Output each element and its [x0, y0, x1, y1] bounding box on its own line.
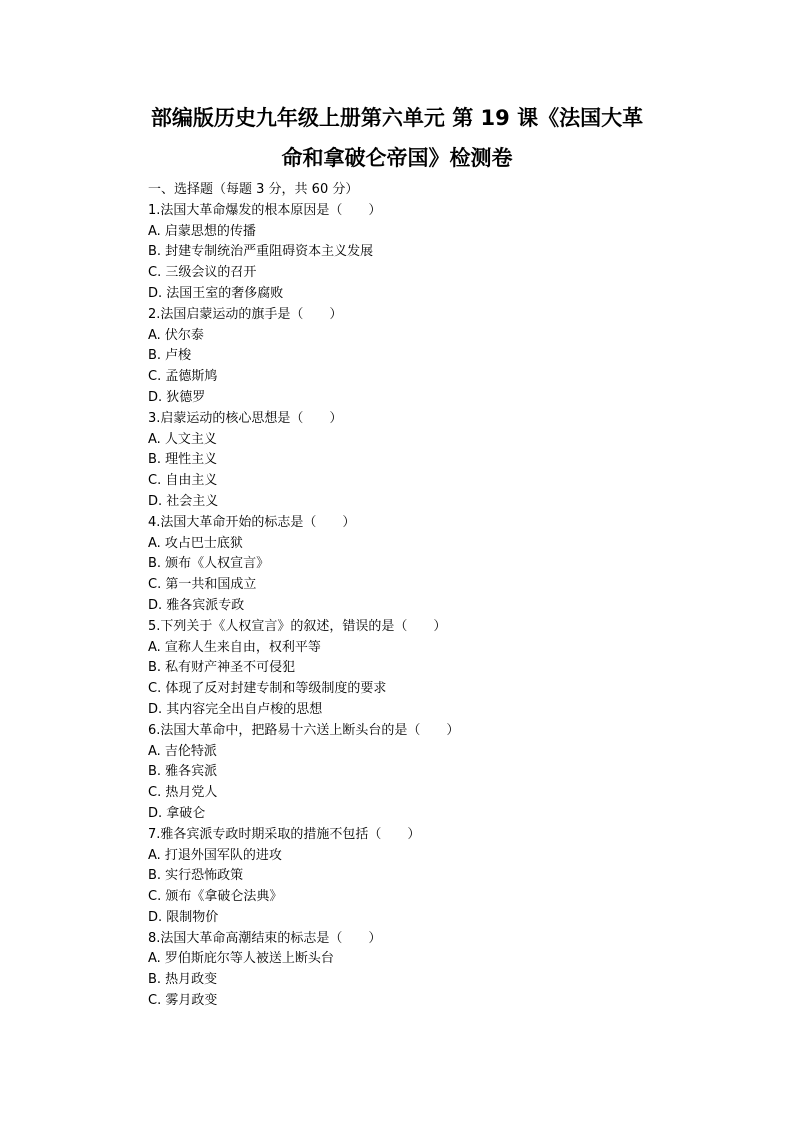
question-6: 6.法国大革命中，把路易十六送上断头台的是（ ）: [148, 722, 460, 738]
document-title-line-2: 命和拿破仑帝国》检测卷: [281, 146, 513, 170]
option-6c: C. 热月党人: [148, 785, 218, 801]
option-4c: C. 第一共和国成立: [148, 577, 257, 593]
question-2: 2.法国启蒙运动的旗手是（ ）: [148, 306, 343, 322]
option-6b: B. 雅各宾派: [148, 764, 218, 780]
option-3a: A. 人文主义: [148, 431, 217, 447]
option-5d: D. 其内容完全出自卢梭的思想: [148, 701, 323, 717]
option-1c: C. 三级会议的召开: [148, 265, 257, 281]
question-7: 7.雅各宾派专政时期采取的措施不包括（ ）: [148, 826, 421, 842]
option-8c: C. 雾月政变: [148, 993, 218, 1009]
option-1a: A. 启蒙思想的传播: [148, 223, 256, 239]
option-2a: A. 伏尔泰: [148, 327, 204, 343]
question-5: 5.下列关于《人权宣言》的叙述，错误的是（ ）: [148, 618, 447, 634]
option-8b: B. 热月政变: [148, 972, 218, 988]
option-4b: B. 颁布《人权宣言》: [148, 556, 270, 572]
option-7c: C. 颁布《拿破仑法典》: [148, 889, 283, 905]
option-3d: D. 社会主义: [148, 493, 219, 509]
question-8: 8.法国大革命高潮结束的标志是（ ）: [148, 930, 382, 946]
document-title-line-1: 部编版历史九年级上册第六单元 第 19 课《法国大革: [150, 106, 644, 130]
option-2b: B. 卢梭: [148, 348, 192, 364]
option-3c: C. 自由主义: [148, 473, 218, 489]
question-list: [148, 180, 708, 1012]
option-3b: B. 理性主义: [148, 452, 218, 468]
option-6a: A. 吉伦特派: [148, 743, 217, 759]
option-1b: B. 封建专制统治严重阻碍资本主义发展: [148, 244, 374, 260]
option-5a: A. 宣称人生来自由，权利平等: [148, 639, 321, 655]
option-2d: D. 狄德罗: [148, 389, 206, 405]
section-heading: 一、选择题（每题 3 分，共 60 分）: [148, 182, 359, 197]
question-1: 1.法国大革命爆发的根本原因是（ ）: [148, 202, 382, 218]
option-7b: B. 实行恐怖政策: [148, 868, 244, 884]
option-8a: A. 罗伯斯庇尔等人被送上断头台: [148, 951, 334, 967]
option-1d: D. 法国王室的奢侈腐败: [148, 285, 284, 301]
question-4: 4.法国大革命开始的标志是（ ）: [148, 514, 356, 530]
option-2c: C. 孟德斯鸠: [148, 369, 218, 385]
option-7d: D. 限制物价: [148, 909, 219, 925]
option-4a: A. 攻占巴士底狱: [148, 535, 243, 551]
option-5c: C. 体现了反对封建专制和等级制度的要求: [148, 681, 387, 697]
option-4d: D. 雅各宾派专政: [148, 597, 245, 613]
option-7a: A. 打退外国军队的进攻: [148, 847, 282, 863]
option-5b: B. 私有财产神圣不可侵犯: [148, 660, 296, 676]
option-6d: D. 拿破仑: [148, 805, 206, 821]
question-3: 3.启蒙运动的核心思想是（ ）: [148, 410, 343, 426]
